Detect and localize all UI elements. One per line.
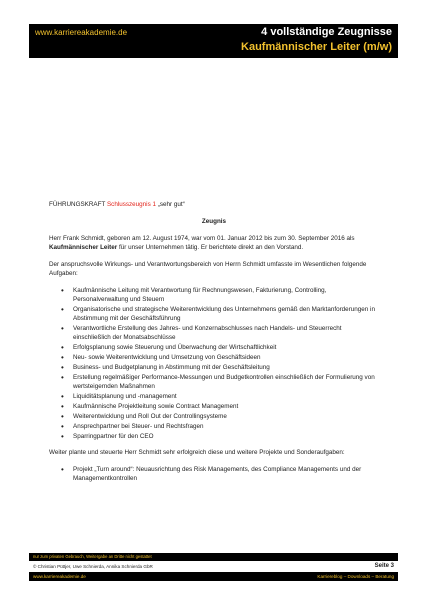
list-item: • Business- und Budgetplanung in Abstimmung mit der Geschäftsleitung [73, 363, 379, 372]
footer-links-bar [29, 572, 398, 581]
page-number: Seite 3 [374, 563, 394, 569]
kicker-red: Schlusszeugnis 1 [106, 201, 156, 208]
projects-intro-paragraph: Weiter plante und steuerte Herr Schmidt sehr erfolgreich diese und weitere Projekte und Sonderaufgaben: [49, 449, 345, 456]
list-item: • Projekt „Turn around“: Neuausrichtung des Risk Managements, des Compliance Managements und der Managementkontrollen [73, 465, 379, 483]
document-title: Zeugnis [201, 218, 227, 225]
list-item: • Liquiditätsplanung und -management [73, 392, 379, 401]
list-item: • Weiterentwicklung und Roll Out der Controllingsysteme [73, 412, 379, 421]
task-list [49, 286, 379, 441]
list-item: • Kaufmännische Leitung mit Verantwortung für Rechnungswesen, Fakturierung, Controlling, Personalverwaltung und Steuern [73, 286, 379, 304]
intro-before: Herr Frank Schmidt, geboren am 12. August 1974, war vom 01. Januar 2012 bis zum 30. September 2016 als [49, 235, 355, 242]
footer-notice-bar [29, 553, 398, 561]
tasks-intro-paragraph: Der anspruchsvolle Wirkungs- und Verantwortungsbereich von Herrn Schmidt umfasste im Wesentlichen folgende Aufgaben: [49, 261, 367, 277]
kicker-suffix: „sehr gut“ [155, 201, 185, 208]
page-header [29, 24, 398, 58]
header-title-line1: 4 vollständige Zeugnisse [261, 26, 392, 38]
footer-copyright-row [29, 562, 398, 571]
list-item: • Organisatorische und strategische Weiterentwicklung des Unternehmens gemäß den Marktanforderungen in Abstimmung mit der Geschäftsführung [73, 305, 379, 323]
footer-url[interactable]: www.karriereakademie.de [33, 574, 86, 579]
list-item: • Kaufmännische Projektleitung sowie Contract Management [73, 402, 379, 411]
header-url[interactable]: www.karriereakademie.de [35, 28, 128, 37]
list-item: • Verantwortliche Erstellung des Jahres- und Konzernabschlusses nach Handels- und Steuerrecht einschließlich der Monatsabschlüsse [73, 324, 379, 342]
header-title-line2: Kaufmännischer Leiter (m/w) [241, 41, 392, 53]
list-item: • Sparringpartner für den CEO [73, 432, 379, 441]
project-list [49, 465, 379, 483]
intro-after: für unser Unternehmen tätig. Er berichtete direkt an den Vorstand. [117, 244, 304, 251]
intro-bold: Kaufmännischer Leiter [49, 244, 118, 251]
kicker-prefix: FÜHRUNGSKRAFT [49, 201, 107, 208]
list-item: • Ansprechpartner bei Steuer- und Rechtsfragen [73, 422, 379, 431]
document-body [49, 200, 379, 490]
footer-notice: nur zum privaten Gebrauch, Weitergabe an Dritte nicht gestattet [33, 554, 152, 559]
list-item: • Neu- sowie Weiterentwicklung und Umsetzung von Geschäftsideen [73, 353, 379, 362]
list-item: • Erfolgsplanung sowie Steuerung und Überwachung der Wirtschaftlichkeit [73, 343, 379, 352]
footer-blog-links[interactable]: Karriereblog – Downloads – Beratung [317, 574, 394, 579]
footer-copyright: © Christian Püttjer, Uwe Schnierda, Annika Schnierda GbR [33, 564, 153, 569]
document-kicker [49, 200, 379, 209]
list-item: • Erstellung regelmäßiger Performance-Messungen und Budgetkontrollen einschließlich der Formulierung von wertsteigernden Maßnahmen [73, 373, 379, 391]
intro-paragraph [49, 234, 379, 252]
